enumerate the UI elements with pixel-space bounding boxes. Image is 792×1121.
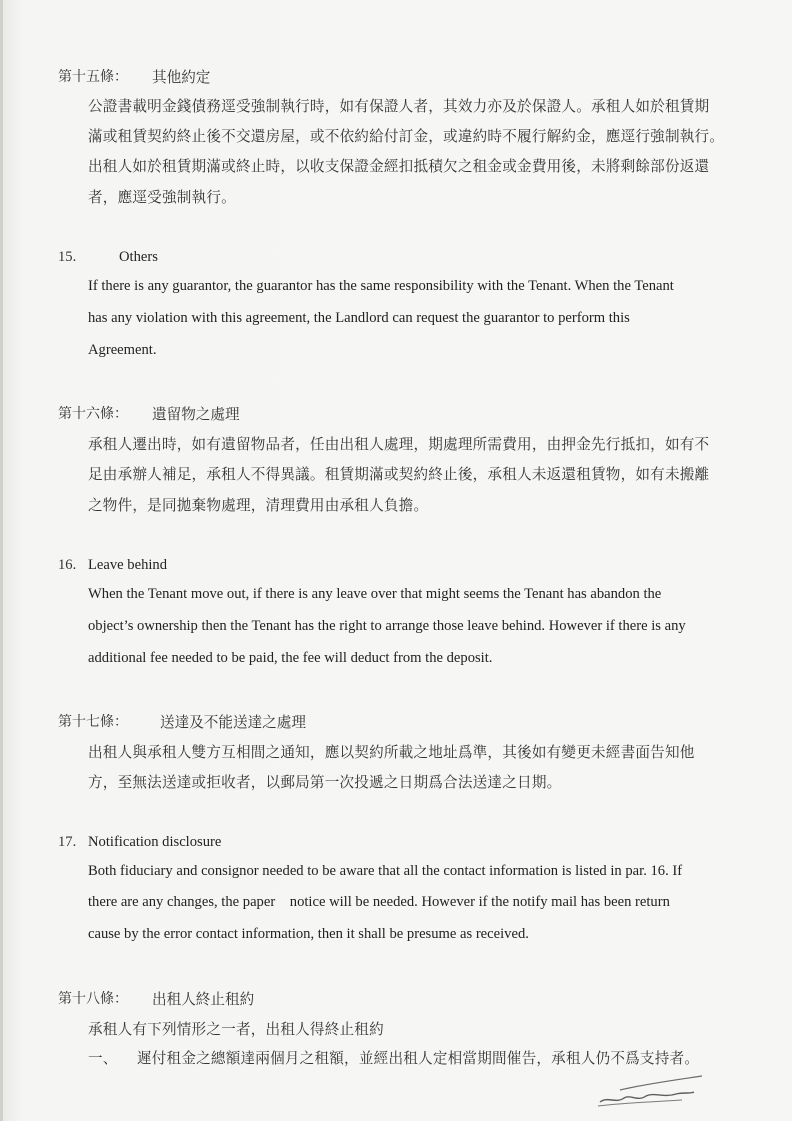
signature-mark bbox=[590, 1072, 710, 1112]
section-15-zh-line: 公證書載明金錢債務逕受強制執行時，如有保證人者，其效力亦及於保證人。承租人如於租賃期 bbox=[88, 98, 710, 115]
section-15-en-line: has any violation with this agreement, the Landlord can request the guarantor to perform this bbox=[88, 310, 630, 326]
section-15-zh-title: 其他約定 bbox=[152, 69, 211, 86]
section-18-zh-title: 出租人終止租約 bbox=[152, 991, 255, 1008]
section-17-en-number: 17. bbox=[58, 834, 77, 850]
section-15-en-number: 15. bbox=[58, 249, 77, 265]
section-17-en-title: Notification disclosure bbox=[88, 834, 222, 850]
section-18-zh-number: 第十八條： bbox=[58, 991, 128, 1007]
section-18-zh-line: 承租人有下列情形之一者，出租人得終止租約 bbox=[88, 1021, 384, 1038]
section-16-en-line: When the Tenant move out, if there is any leave over that might seems the Tenant has abandon the bbox=[88, 586, 662, 602]
section-15-en-line: If there is any guarantor, the guarantor has the same responsibility with the Tenant. When the Tenant bbox=[88, 278, 674, 294]
page-edge bbox=[0, 0, 3, 1121]
section-16-zh-number: 第十六條： bbox=[58, 406, 128, 422]
section-17-zh-line: 出租人與承租人雙方互相間之通知，應以契約所載之地址爲準，其後如有變更未經書面告知他 bbox=[88, 744, 695, 761]
section-16-zh-line: 足由承辦人補足，承租人不得異議。租賃期滿或契約終止後，承租人未返還租賃物，如有未搬離 bbox=[88, 466, 710, 483]
section-17-en-line: Both fiduciary and consignor needed to be aware that all the contact information is listed in par. 16. If bbox=[88, 863, 683, 879]
section-17-en-line: cause by the error contact information, then it shall be presume as received. bbox=[88, 926, 529, 942]
section-16-zh-title: 遺留物之處理 bbox=[152, 406, 240, 423]
section-18-zh-line: 一、 遲付租金之總額達兩個月之租額，並經出租人定相當期間催告，承租人仍不爲支持者。 bbox=[88, 1050, 700, 1067]
section-15-zh-line: 出租人如於租賃期滿或終止時，以收支保證金經扣抵積欠之租金或金費用後，未將剩餘部份返還 bbox=[88, 158, 710, 175]
section-17-zh-title: 送達及不能送達之處理 bbox=[160, 714, 306, 731]
section-17-zh-line: 方，至無法送達或拒收者，以郵局第一次投遞之日期爲合法送達之日期。 bbox=[88, 774, 562, 791]
section-15-zh-number: 第十五條： bbox=[58, 69, 128, 85]
section-17-en-line: there are any changes, the paper notice will be needed. However if the notify mail has been return bbox=[88, 894, 670, 910]
section-15-en-line: Agreement. bbox=[88, 342, 157, 358]
section-17-zh-number: 第十七條： bbox=[58, 714, 128, 730]
section-16-zh-line: 承租人遷出時，如有遺留物品者，任由出租人處理，期處理所需費用，由押金先行抵扣，如有不 bbox=[88, 436, 710, 453]
section-16-en-line: additional fee needed to be paid, the fee will deduct from the deposit. bbox=[88, 650, 493, 666]
section-16-en-line: object’s ownership then the Tenant has the right to arrange those leave behind. However if there is any bbox=[88, 618, 686, 634]
section-16-zh-line: 之物件，是同拋棄物處理，清理費用由承租人負擔。 bbox=[88, 497, 429, 514]
section-15-zh-line: 者，應逕受強制執行。 bbox=[88, 189, 236, 206]
section-16-en-title: Leave behind bbox=[88, 557, 168, 573]
section-15-zh-line: 滿或租賃契約終止後不交還房屋，或不依約給付訂金，或違約時不履行解約金，應逕行強制執行。 bbox=[88, 128, 725, 145]
section-16-en-number: 16. bbox=[58, 557, 77, 573]
section-15-en-title: Others bbox=[119, 249, 158, 265]
